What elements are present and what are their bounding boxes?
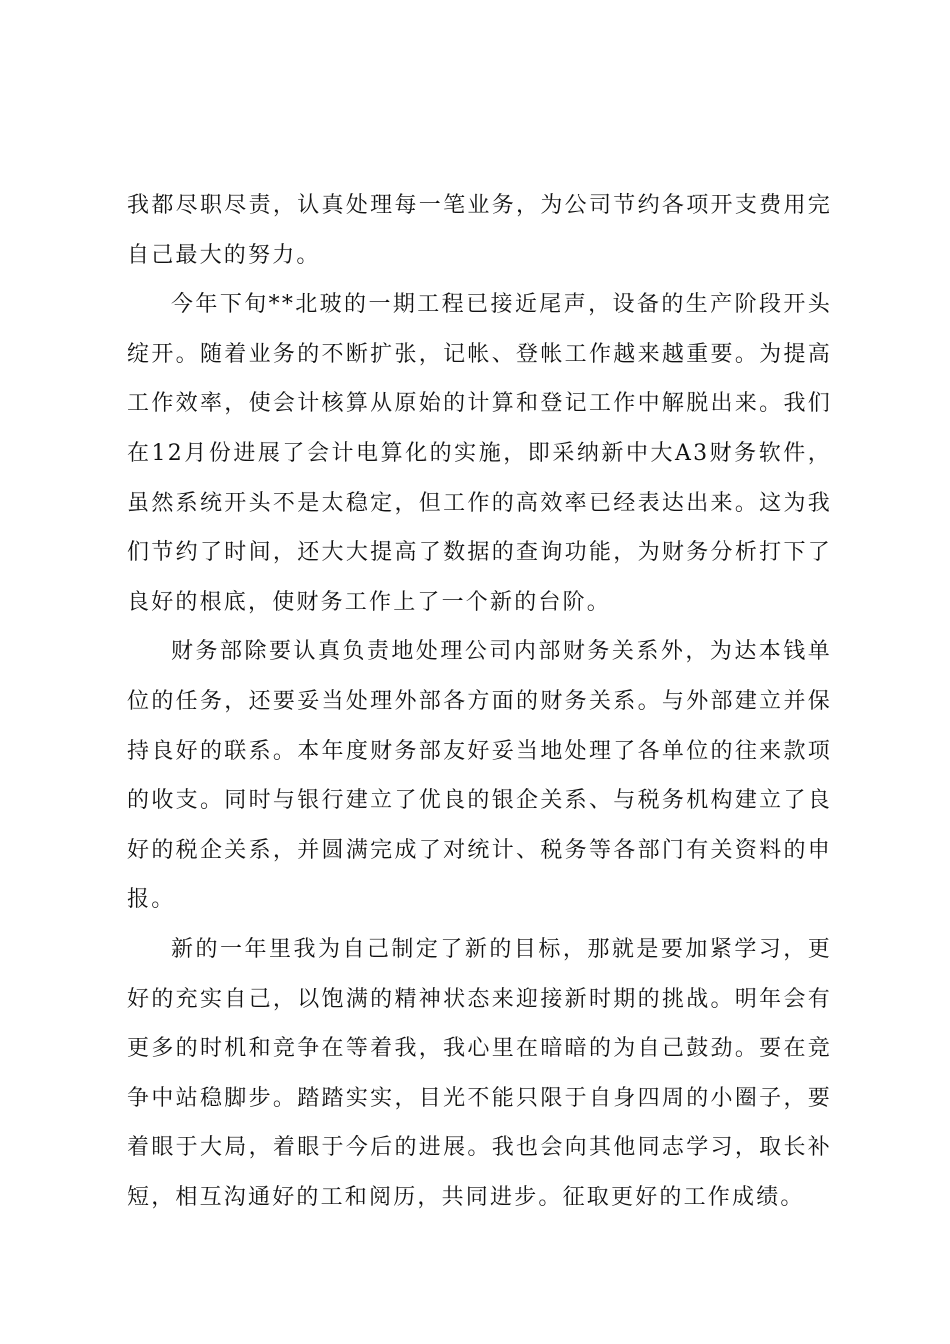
paragraph-continuation: 我都尽职尽责，认真处理每一笔业务，为公司节约各项开支费用完自己最大的努力。 xyxy=(127,193,832,268)
paragraph-software-implementation: 今年下旬**北玻的一期工程已接近尾声，设备的生产阶段开头绽开。随着业务的不断扩张，记帐、登帐工作越来越重要。为提高工作效率，使会计核算从原始的计算和登记工作中解脱出来。我们在12月份进展了会计电算化的实施，即采纳新中大A3财务软件，虽然系统开头不是太稳定，但工作的高效率已经表达出来。这为我们节约了时间，还大大提高了数据的查询功能，为财务分析打下了良好的根底，使财务工作上了一个新的台阶。 xyxy=(127,292,832,615)
paragraph-external-relations: 财务部除要认真负责地处理公司内部财务关系外，为达本钱单位的任务，还要妥当处理外部各方面的财务关系。与外部建立并保持良好的联系。本年度财务部友好妥当地处理了各单位的往来款项的收支。同时与银行建立了优良的银企关系、与税务机构建立了良好的税企关系，并圆满完成了对统计、税务等各部门有关资料的申报。 xyxy=(127,639,832,913)
document-body xyxy=(127,181,832,1222)
paragraph-new-year-goals: 新的一年里我为自己制定了新的目标，那就是要加紧学习，更好的充实自己，以饱满的精神状态来迎接新时期的挑战。明年会有更多的时机和竞争在等着我，我心里在暗暗的为自己鼓劲。要在竞争中站稳脚步。踏踏实实，目光不能只限于自身四周的小圈子，要着眼于大局，着眼于今后的进展。我也会向其他同志学习，取长补短，相互沟通好的工和阅历，共同进步。征取更好的工作成绩。 xyxy=(127,936,832,1210)
